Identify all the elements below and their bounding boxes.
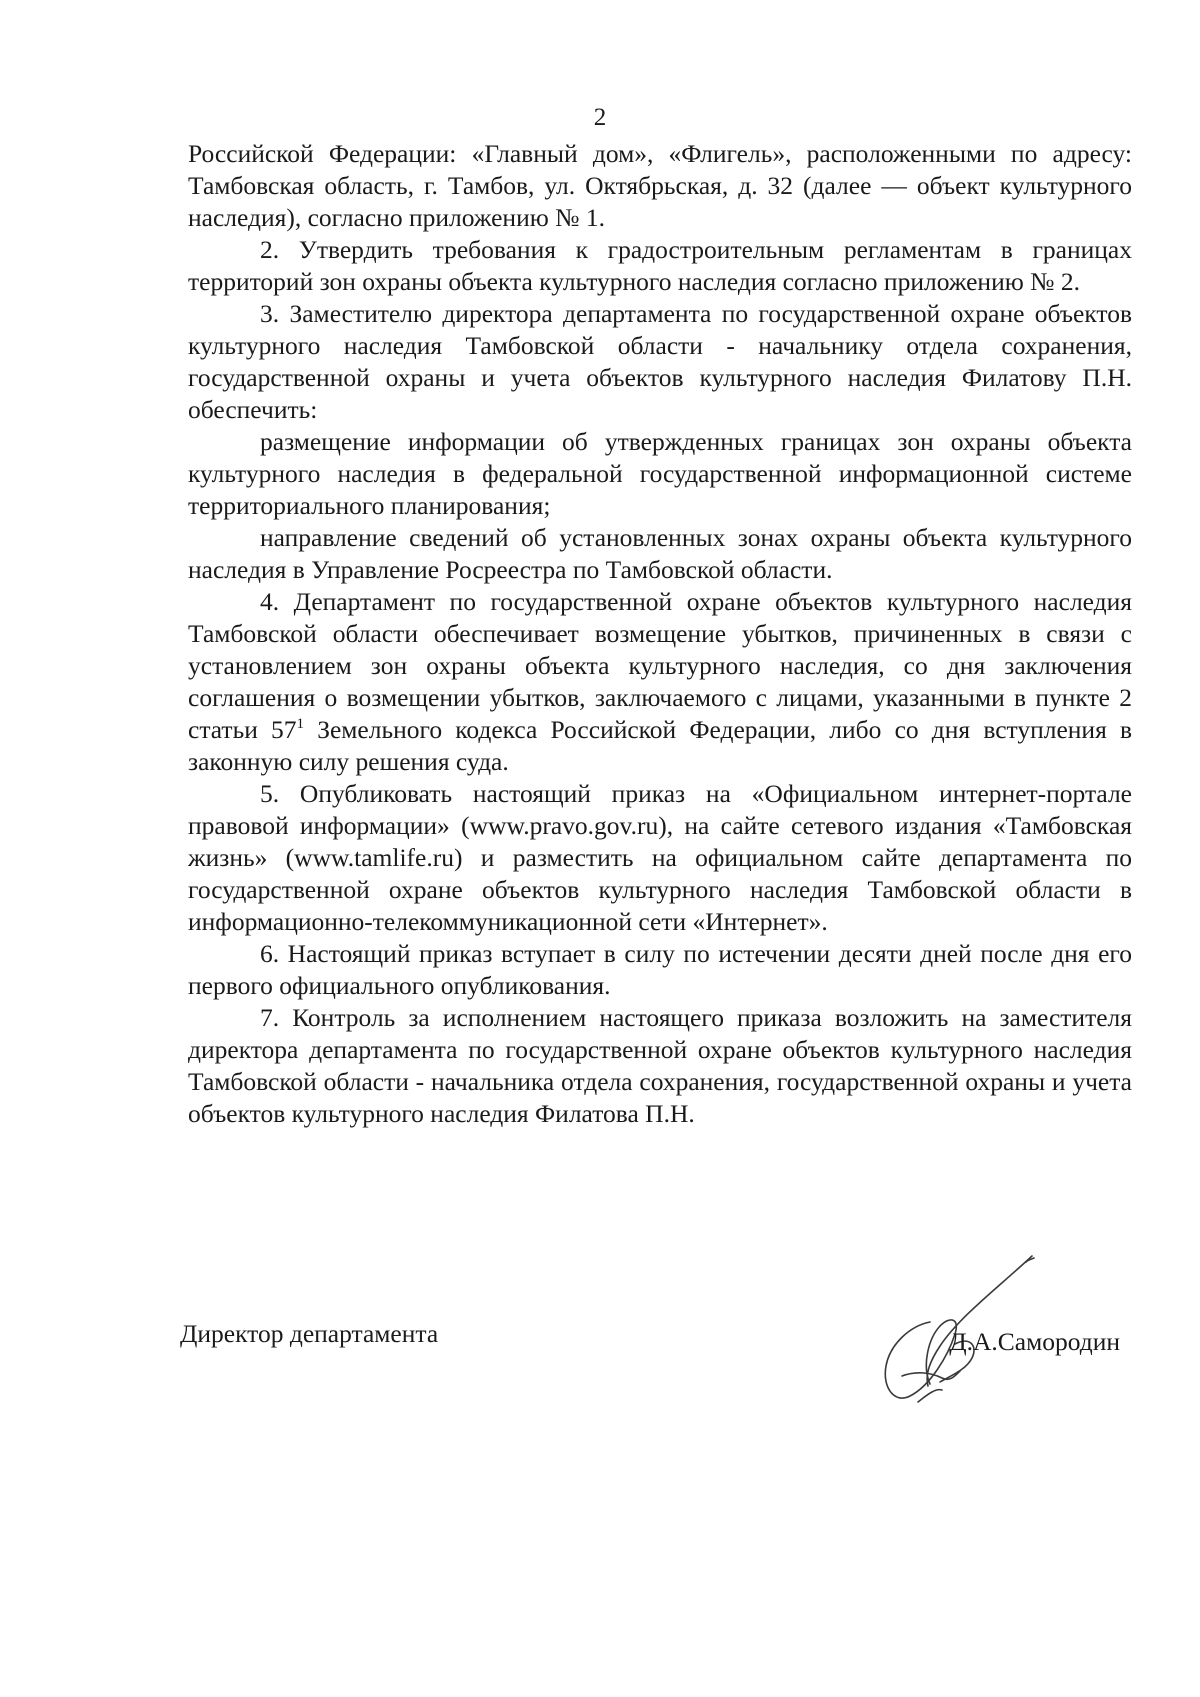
item-4-paragraph bbox=[188, 586, 1132, 778]
item-3-paragraph: 3. Заместителю директора департамента по государственной охране объектов культурного наследия Тамбовской области - начальнику отдела сохранения, государственной охраны и учета объектов культурного наследия Филатову П.Н. обеспечить: bbox=[188, 299, 1132, 424]
item-6-paragraph: 6. Настоящий приказ вступает в силу по истечении десяти дней после дня его первого официального опубликования. bbox=[188, 939, 1132, 1000]
signer-name: Д.А.Самородин bbox=[949, 1327, 1120, 1356]
item-3b-paragraph: направление сведений об установленных зонах охраны объекта культурного наследия в Управление Росреестра по Тамбовской области. bbox=[188, 523, 1132, 584]
item-3a-paragraph: размещение информации об утвержденных границах зон охраны объекта культурного наследия в федеральной государственной информационной системе территориального планирования; bbox=[188, 427, 1132, 520]
article-superscript: 1 bbox=[296, 716, 305, 732]
item-4-text-part-2: Земельного кодекса Российской Федерации, либо со дня вступления в законную силу решения суда. bbox=[188, 715, 1133, 776]
signer-position: Директор департамента bbox=[180, 1319, 439, 1348]
intro-paragraph: Российской Федерации: «Главный дом», «Флигель», расположенными по адресу: Тамбовская область, г. Тамбов, ул. Октябрьская, д. 32 (далее — объект культурного наследия), согласно приложению № 1. bbox=[188, 139, 1132, 232]
item-7-paragraph: 7. Контроль за исполнением настоящего приказа возложить на заместителя директора департамента по государственной охране объектов культурного наследия Тамбовской области - начальника отдела сохранения, государственной охраны и учета объектов культурного наследия Филатова П.Н. bbox=[188, 1003, 1132, 1128]
item-2-paragraph: 2. Утвердить требования к градостроительным регламентам в границах территорий зон охраны объекта культурного наследия согласно приложению № 2. bbox=[188, 235, 1132, 296]
item-4-text-part-1: 4. Департамент по государственной охране объектов культурного наследия Тамбовской области обеспечивает возмещение убытков, причиненных в связи с установлением зон охраны объекта культурного наследия, со дня заключения соглашения о возмещении убытков, заключаемого с лицами, указанными в пункте 2 статьи 57 bbox=[188, 587, 1132, 744]
item-5-paragraph: 5. Опубликовать настоящий приказ на «Официальном интернет-портале правовой информации» (www.pravo.gov.ru), на сайте сетевого издания «Тамбовская жизнь» (www.tamlife.ru) и разместить на официальном сайте департамента по государственной охране объектов культурного наследия Тамбовской области в информационно-телекоммуникационной сети «Интернет». bbox=[188, 779, 1132, 936]
document-body bbox=[188, 138, 1132, 1130]
page-number: 2 bbox=[593, 104, 607, 131]
signature-block bbox=[180, 1318, 1132, 1398]
